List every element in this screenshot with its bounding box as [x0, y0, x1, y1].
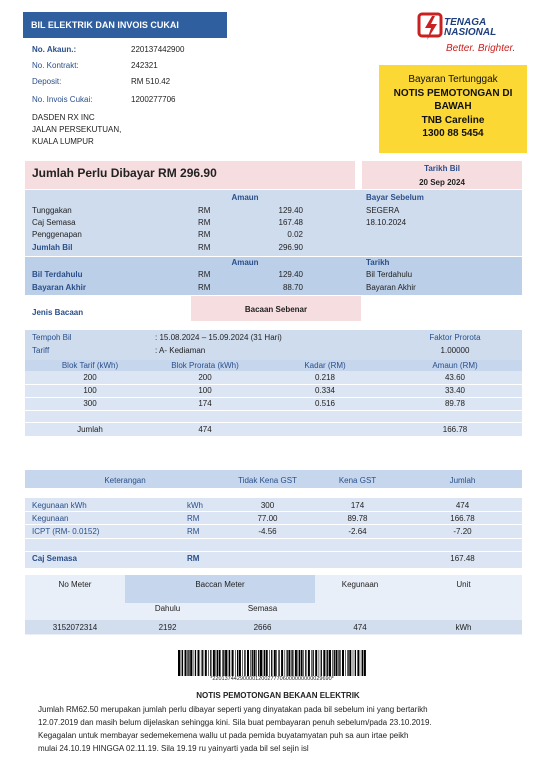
bill-date-label: Tarikh Bil [424, 164, 460, 173]
amount-due: Jumlah Perlu Dibayar RM 296.90 [32, 166, 217, 180]
tariff-row-2-kadar: 0.334 [314, 386, 336, 395]
tariff-jumlah-amaun: 166.78 [442, 425, 468, 434]
barcode-bar [315, 650, 317, 676]
gst-col-keterangan: Keterangan [104, 476, 146, 485]
barcode-bar [181, 650, 182, 676]
faktor-label: Faktor Prorota [429, 333, 481, 342]
meter-sub-semasa: Semasa [247, 604, 278, 613]
tunggakan-val: 129.40 [278, 206, 303, 215]
barcode-bar [281, 650, 283, 676]
tempoh-value: : 15.08.2024 – 15.09.2024 (31 Hari) [155, 333, 282, 342]
barcode-bar [210, 650, 211, 676]
penggenapan-val: 0.02 [287, 230, 303, 239]
tempoh-label: Tempoh Bil [32, 333, 72, 342]
barcode-bar [321, 650, 322, 676]
gst-row-2-kena: 89.78 [347, 514, 368, 523]
gst-col-tidak: Tidak Kena GST [238, 476, 297, 485]
barcode-bar [223, 650, 224, 676]
barcode-bar [349, 650, 351, 676]
barcode-bar [274, 650, 276, 676]
tariff-row-3-kadar: 0.516 [314, 399, 336, 408]
barcode-bar [217, 650, 218, 676]
col-kadar: Kadar (RM) [304, 361, 346, 370]
gst-row-2-jumlah: 166.78 [450, 514, 475, 523]
barcode-bar [264, 650, 265, 676]
barcode-bar [244, 650, 245, 676]
bayar-sebelum-label: Bayar Sebelum [366, 193, 424, 202]
barcode-bar [339, 650, 340, 676]
gst-row-3-jumlah: -7.20 [453, 527, 472, 536]
gst-row-1-jumlah: 474 [455, 501, 470, 510]
tariff-row-3-prorata: 174 [198, 399, 212, 408]
barcode-bar [353, 650, 354, 676]
barcode-bar [355, 650, 356, 676]
barcode-bar [208, 650, 209, 676]
barcode-bar [258, 650, 259, 676]
notice-line-4: mulai 24.10.19 HINGGA 02.11.19. Sila 19.19 ru yainyarti yada bil sel sejin isl [38, 744, 309, 753]
barcode-bar [235, 650, 236, 676]
barcode-bar [269, 650, 270, 676]
barcode-text: *220137442900001200277706000000000029690* [210, 676, 334, 682]
barcode-bar [239, 650, 241, 676]
bil-terdahulu-cur: RM [198, 270, 211, 279]
gst-row-2-tidak: 77.00 [257, 514, 278, 523]
gst-row-1-kena: 174 [350, 501, 365, 510]
no-akaun-value: 220137442900 [131, 45, 185, 54]
brand-tagline: Better. Brighter. [446, 43, 516, 54]
barcode-bar [323, 650, 325, 676]
barcode-bar [342, 650, 344, 676]
barcode-bar [276, 650, 277, 676]
barcode-bar [195, 650, 196, 676]
barcode-bar [361, 650, 362, 676]
gst-row-3-label: ICPT (RM- 0.0152) [32, 527, 100, 536]
disconnection-notice [38, 689, 518, 755]
barcode-bar [327, 650, 328, 676]
tariff-row-2-prorata: 100 [198, 386, 212, 395]
barcode-bar [225, 650, 227, 676]
barcode-bar [232, 650, 234, 676]
tunggakan-label: Tunggakan [32, 206, 72, 215]
no-kontrak-value: 242321 [131, 61, 158, 70]
deposit-label: Deposit: [32, 77, 62, 86]
barcode-bar [362, 650, 363, 676]
notice-line-1: Jumlah RM62.50 merupakan jumlah perlu dibayar seperti yang dinyatakan pada bil sebelum ini yang bertarikh [38, 705, 428, 714]
barcode-bar [228, 650, 229, 676]
brand-name: TENAGA NASIONAL [444, 17, 497, 38]
meter-sub-dahulu: Dahulu [154, 604, 181, 613]
barcode-bar [242, 650, 243, 676]
gst-col-kena: Kena GST [338, 476, 377, 485]
barcode-bar [213, 650, 215, 676]
barcode-bar [193, 650, 194, 676]
barcode-bar [188, 650, 189, 676]
barcode-bar [336, 650, 338, 676]
prev-tarikh-header: Tarikh [366, 258, 390, 267]
bil-terdahulu-label: Bil Terdahulu [32, 270, 83, 279]
bayaran-akhir-tarikh: Bayaran Akhir [366, 283, 416, 292]
barcode-bar [299, 650, 300, 676]
tariff-row-1-amaun: 43.60 [444, 373, 466, 382]
col-blok-prorata: Blok Prorata (kWh) [171, 361, 239, 370]
gst-row-3-tidak: -4.56 [258, 527, 277, 536]
barcode-bar [287, 650, 288, 676]
barcode-bar [178, 650, 180, 676]
invois-value: 1200277706 [131, 95, 176, 104]
bayaran-akhir-val: 88.70 [282, 283, 303, 292]
barcode-bar [334, 650, 335, 676]
jumlah-bil-val: 296.90 [278, 243, 303, 252]
faktor-value: 1.00000 [440, 346, 470, 355]
meter-unit: kWh [455, 623, 472, 632]
caj-semasa-label: Caj Semasa [32, 218, 76, 227]
barcode-bar [285, 650, 286, 676]
barcode-bar [329, 650, 331, 676]
barcode-bar [185, 650, 187, 676]
bayaran-akhir-label: Bayaran Akhir [32, 283, 86, 292]
bayar-segera: SEGERA [366, 206, 400, 215]
barcode-bar [205, 650, 207, 676]
barcode-bar [266, 650, 268, 676]
barcode-bar [256, 650, 257, 676]
tariff-value: : A- Kediaman [155, 346, 206, 355]
meter-col-no: No Meter [58, 580, 92, 589]
gst-row-3-unit: RM [187, 527, 200, 536]
barcode-bar [298, 650, 299, 676]
gst-caj-semasa-label: Caj Semasa [32, 554, 77, 563]
meter-no: 3152072314 [52, 623, 98, 632]
tariff-row-1-prorata: 200 [198, 373, 212, 382]
no-kontrak-label: No. Kontrakt: [32, 61, 79, 70]
barcode-bar [254, 650, 256, 676]
gst-caj-semasa-val: 167.48 [450, 554, 475, 563]
tariff-row-1-blok: 200 [83, 373, 97, 382]
barcode-bar [222, 650, 223, 676]
gst-col-jumlah: Jumlah [449, 476, 476, 485]
barcode-bar [308, 650, 310, 676]
barcode-bar [291, 650, 292, 676]
meter-col-unit: Unit [456, 580, 471, 589]
tariff-row-2-blok: 100 [83, 386, 97, 395]
jumlah-bil-cur: RM [198, 243, 211, 252]
deposit-value: RM 510.42 [131, 77, 171, 86]
tariff-label: Tariff [32, 346, 50, 355]
gst-row-2-label: Kegunaan [32, 514, 69, 523]
bill-title: BIL ELEKTRIK DAN INVOIS CUKAI [23, 12, 227, 38]
invois-label: No. Invois Cukai: [32, 95, 93, 104]
barcode-bar [229, 650, 230, 676]
jumlah-bil-label: Jumlah Bil [32, 243, 73, 252]
barcode-bar [247, 650, 249, 676]
barcode-bar [187, 650, 188, 676]
barcode-bar [237, 650, 238, 676]
barcode-bar [263, 650, 264, 676]
caj-semasa-cur: RM [198, 218, 211, 227]
bayar-date: 18.10.2024 [366, 218, 407, 227]
barcode-bar [326, 650, 327, 676]
barcode-bar [271, 650, 272, 676]
barcode-bar [303, 650, 304, 676]
barcode-bar [288, 650, 290, 676]
tunggakan-cur: RM [198, 206, 211, 215]
meter-col-kegunaan: Kegunaan [341, 580, 379, 589]
barcode-bar [319, 650, 320, 676]
barcode-bar [216, 650, 217, 676]
barcode-bar [305, 650, 306, 676]
barcode-bar [219, 650, 221, 676]
tariff-row-1-kadar: 0.218 [314, 373, 336, 382]
barcode-bar [364, 650, 366, 676]
gst-row-3-kena: -2.64 [348, 527, 367, 536]
barcode-bar [347, 650, 348, 676]
amaun-header: Amaun [231, 193, 259, 202]
barcode-bar [313, 650, 314, 676]
barcode-bar [278, 650, 279, 676]
bill-date: 20 Sep 2024 [419, 178, 465, 187]
barcode-bar [295, 650, 297, 676]
penggenapan-label: Penggenapan [32, 230, 82, 239]
bayaran-akhir-cur: RM [198, 283, 211, 292]
gst-row-1-unit: kWh [187, 501, 203, 510]
bacaan-value: Bacaan Sebenar [244, 305, 308, 314]
customer-address: DASDEN RX INC JALAN PERSEKUTUAN, KUALA LUMPUR [32, 113, 122, 146]
prev-amaun-header: Amaun [231, 258, 259, 267]
barcode-bar [260, 650, 262, 676]
tnb-logo-icon [416, 10, 446, 50]
barcode-bar [190, 650, 192, 676]
bil-terdahulu-val: 129.40 [278, 270, 303, 279]
caj-semasa-val: 167.48 [278, 218, 303, 227]
barcode-bar [198, 650, 200, 676]
gst-row-1-tidak: 300 [260, 501, 275, 510]
barcode-bar [201, 650, 202, 676]
col-blok-tarif: Blok Tarif (kWh) [61, 361, 119, 370]
gst-caj-semasa-unit: RM [187, 554, 200, 563]
meter-col-bacaan: Baccan Meter [195, 580, 245, 589]
penggenapan-cur: RM [198, 230, 211, 239]
meter-kegunaan: 474 [353, 623, 367, 632]
barcode-bar [182, 650, 183, 676]
overdue-notice-box: Bayaran Tertunggak NOTIS PEMOTONGAN DI BAWAH TNB Careline 1300 88 5454 [379, 65, 527, 153]
notice-title: NOTIS PEMOTONGAN BEKAAN ELEKTRIK [196, 691, 360, 700]
barcode-bar [301, 650, 303, 676]
barcode-bar [357, 650, 359, 676]
barcode-bar [250, 650, 251, 676]
barcode-bar [338, 650, 339, 676]
barcode-bar [332, 650, 333, 676]
barcode-bar [345, 650, 346, 676]
meter-dahulu: 2192 [158, 623, 177, 632]
barcode-bar [202, 650, 203, 676]
gst-row-1-label: Kegunaan kWh [32, 501, 87, 510]
barcode-bar [252, 650, 253, 676]
gst-row-2-unit: RM [187, 514, 200, 523]
barcode-bar [311, 650, 312, 676]
no-akaun-label: No. Akaun.: [32, 45, 77, 54]
bil-terdahulu-tarikh: Bil Terdahulu [366, 270, 413, 279]
tariff-row-3-blok: 300 [83, 399, 97, 408]
tariff-jumlah-label: Jumlah [77, 425, 103, 434]
meter-semasa: 2666 [253, 623, 272, 632]
notice-line-3: Kegagalan untuk membayar sedemekemena wallu ut pada pemida buyatamyatan puh sa aun irtae peikh [38, 731, 409, 740]
notice-line-2: 12.07.2019 dan masih belum dijelaskan sehingga kini. Sila buat pembayaran penuh sebelum/pada 23.10.2019. [38, 718, 432, 727]
jenis-bacaan-label: Jenis Bacaan [32, 308, 84, 317]
col-amaun: Amaun (RM) [432, 361, 478, 370]
barcode [178, 650, 366, 676]
tariff-row-2-amaun: 33.40 [444, 386, 466, 395]
barcode-bar [292, 650, 293, 676]
tariff-jumlah-kwh: 474 [198, 425, 212, 434]
tariff-row-3-amaun: 89.78 [444, 399, 466, 408]
